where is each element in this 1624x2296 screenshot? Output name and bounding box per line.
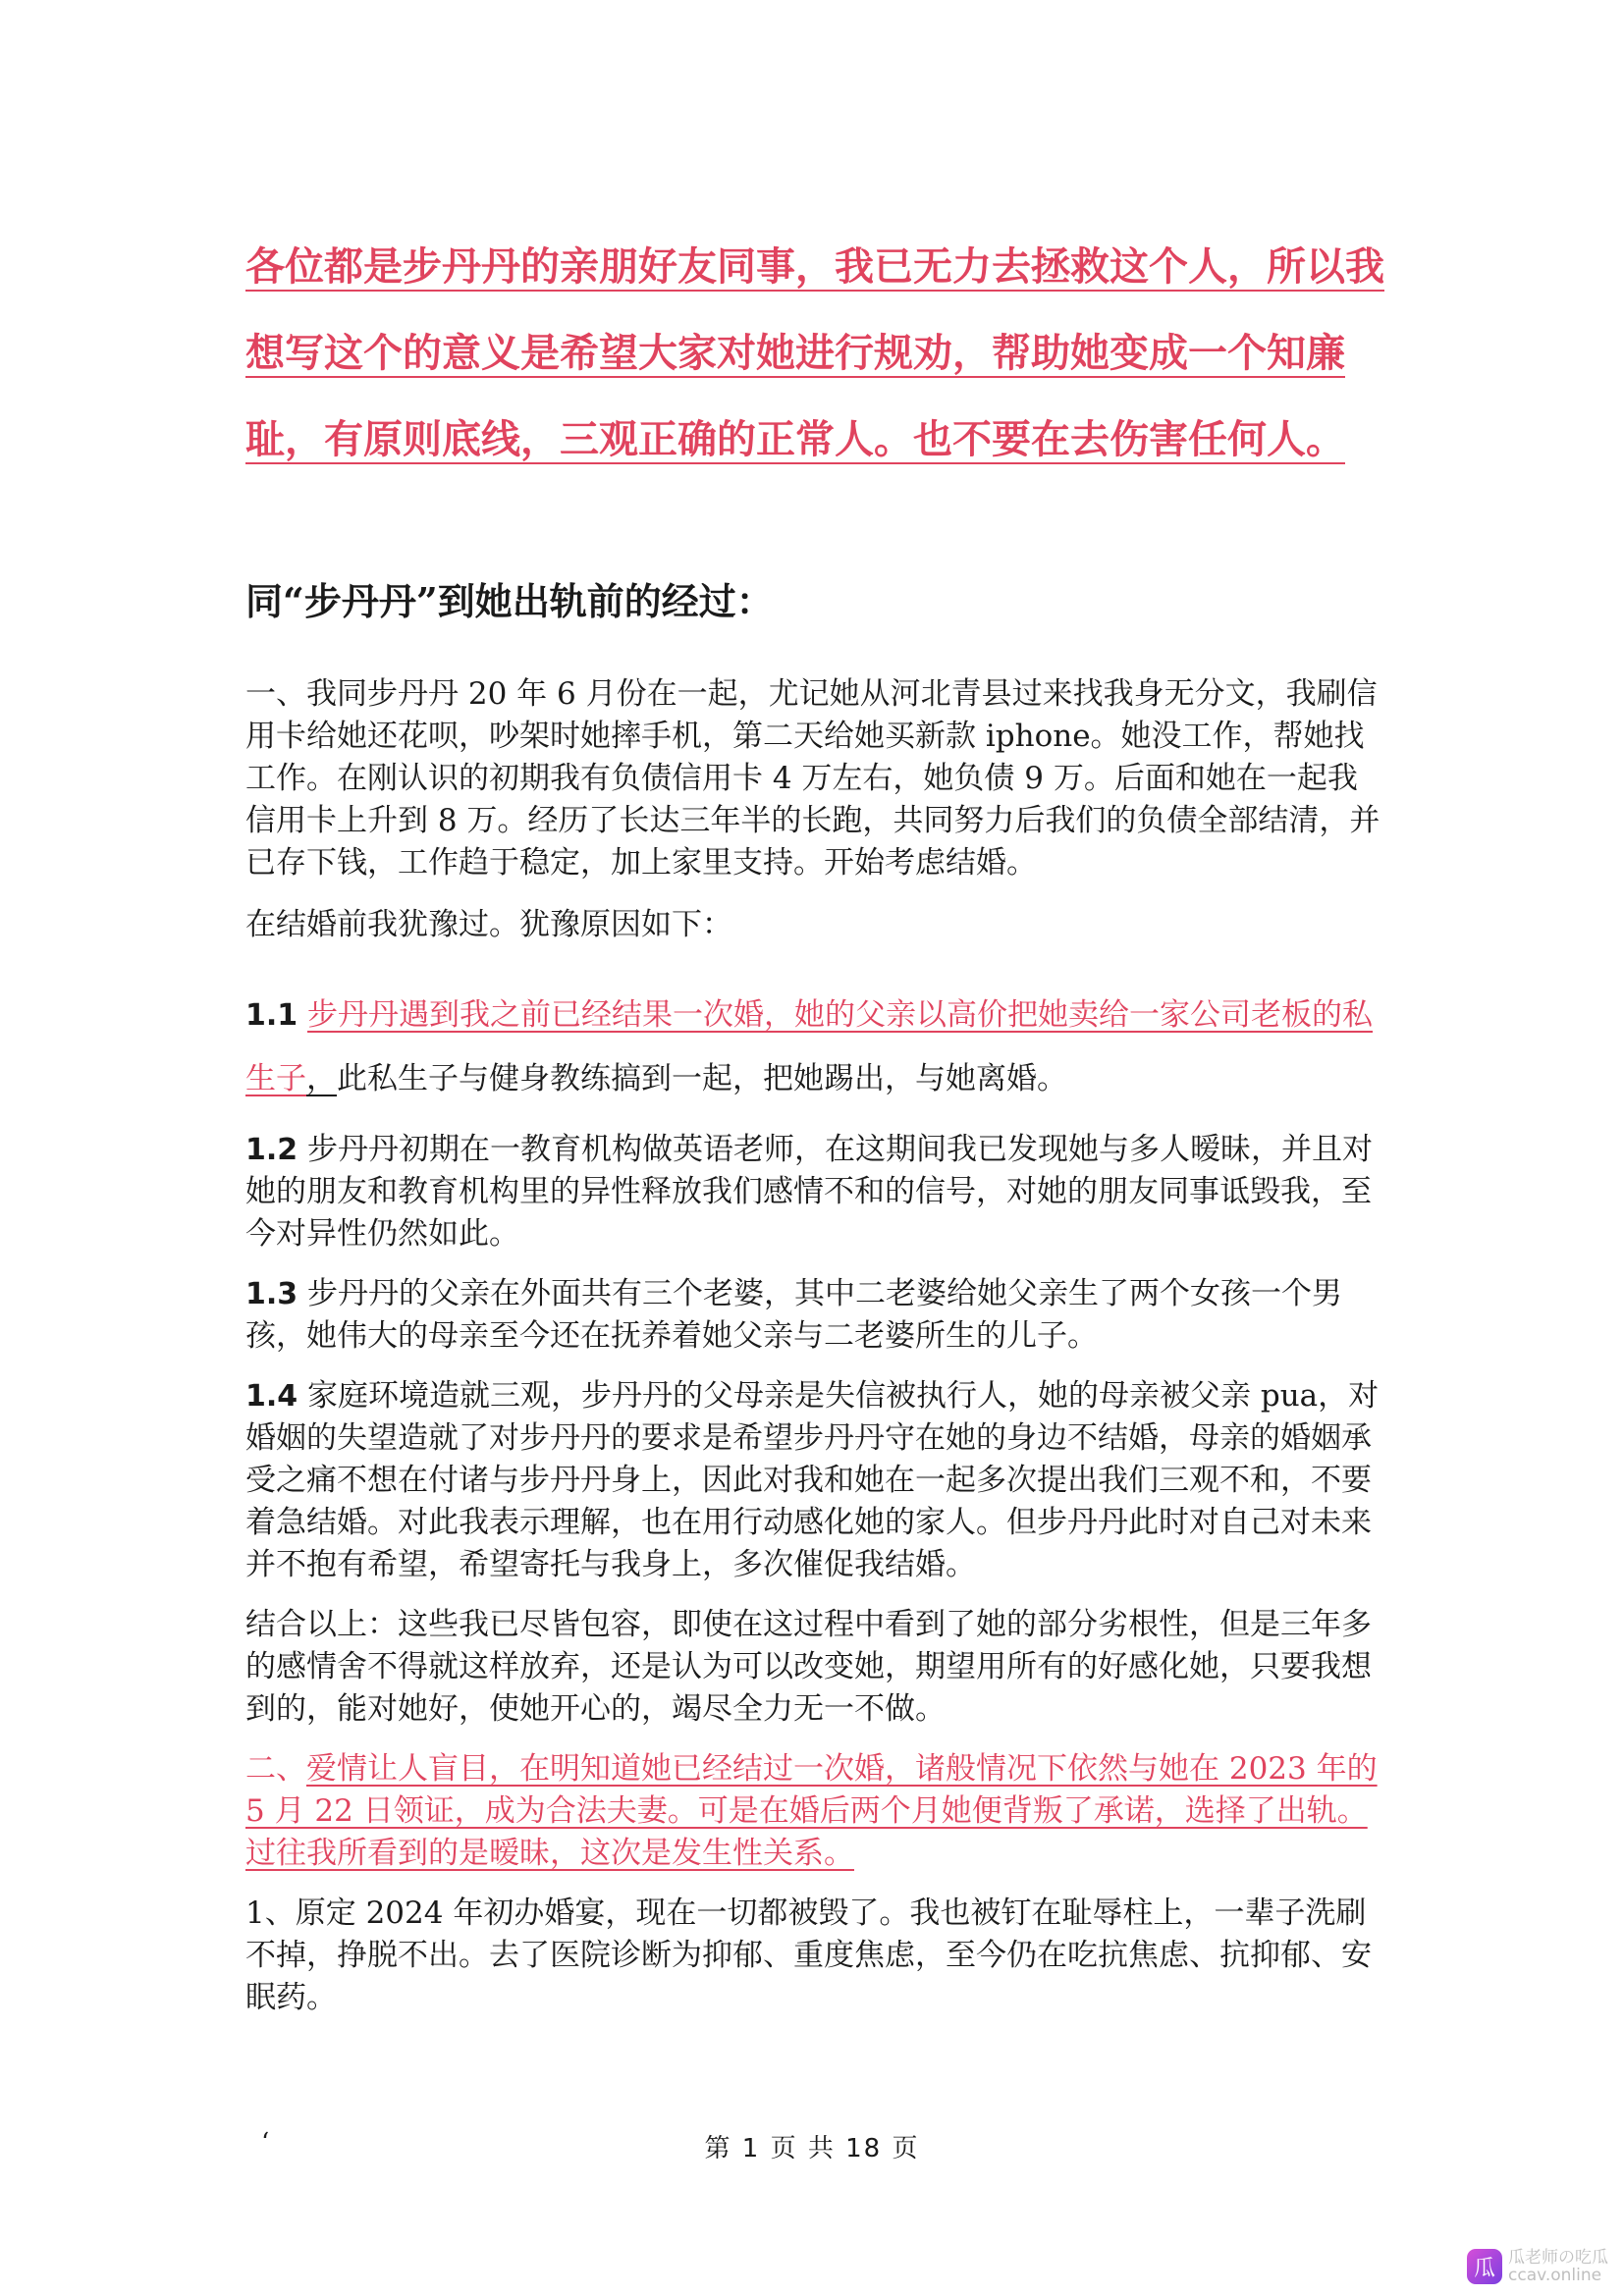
footer-suffix: 页: [892, 2134, 920, 2163]
item-text: 步丹丹初期在一教育机构做英语老师，在这期间我已发现她与多人暧昧，并且对她的朋友和教育机构里的异性释放我们感情不和的信号，对她的朋友同事诋毁我，至今对异性仍然如此。: [245, 1132, 1374, 1252]
site-watermark: [1467, 2249, 1608, 2284]
item-text: 家庭环境造就三观，步丹丹的父母亲是失信被执行人，她的母亲被父亲 pua，对婚姻的失望造就了对步丹丹的要求是希望步丹丹守在她的身边不结婚，母亲的婚姻承受之痛不想在付诸与步丹丹身上，因此对我和她在一起多次提出我们三观不和，不要着急结婚。对此我表示理解，也在用行动感化她的家人。但步丹丹此时对自己对未来并不抱有希望，希望寄托与我身上，多次催促我结婚。: [245, 1378, 1380, 1582]
part-two-paragraph: [245, 1748, 1384, 1875]
item-number: 1.1: [245, 998, 298, 1033]
item-rest-text: 此私生子与健身教练搞到一起，把她踢出，与她离婚。: [337, 1061, 1067, 1096]
section-title: 同“步丹丹”到她出轨前的经过：: [245, 579, 774, 623]
watermark-line1: 瓜老师の吃瓜: [1508, 2248, 1608, 2268]
part-two-prefix: 二、: [245, 1751, 306, 1787]
page-footer: [0, 2128, 1624, 2164]
watermark-text: [1508, 2249, 1608, 2284]
item-number: 1.3: [245, 1277, 298, 1311]
page-number: 1: [741, 2134, 761, 2163]
item-underlined-comma: ，: [306, 1061, 337, 1096]
footer-middle: 页 共: [770, 2134, 836, 2163]
paragraph-hesitation: 在结婚前我犹豫过。犹豫原因如下：: [245, 907, 732, 942]
part-two-item-1: 1、原定 2024 年初办婚宴，现在一切都被毁了。我也被钉在耻辱柱上，一辈子洗刷不掉，挣脱不出。去了医院诊断为抑郁、重度焦虑，至今仍在吃抗焦虑、抗抑郁、安眠药。: [245, 1896, 1372, 2015]
watermark-logo-icon: 瓜: [1467, 2249, 1502, 2284]
document-body: [245, 224, 1384, 2019]
part-two-text: 爱情让人盲目，在明知道她已经结过一次婚，诸般情况下依然与她在 2023 年的 5 月 22 日领证，成为合法夫妻。可是在婚后两个月她便背叛了承诺，选择了出轨。过往我所看到的是暧昧，这次是发生性关系。: [245, 1751, 1378, 1871]
item-1-4: [245, 1375, 1384, 1586]
item-1-2: [245, 1129, 1384, 1255]
item-text: 步丹丹的父亲在外面共有三个老婆，其中二老婆给她父亲生了两个女孩一个男孩，她伟大的母亲至今还在抚养着她父亲与二老婆所生的儿子。: [245, 1276, 1343, 1354]
item-1-3: [245, 1273, 1384, 1358]
item-1-1: [245, 984, 1384, 1111]
item-number: 1.2: [245, 1133, 298, 1167]
footer-prefix: 第: [704, 2134, 732, 2163]
watermark-line2: ccav.online: [1508, 2266, 1602, 2285]
footer-mark: ‘: [261, 2128, 270, 2158]
paragraph-summary: 结合以上：这些我已尽皆包容，即使在这过程中看到了她的部分劣根性，但是三年多的感情舍不得就这样放弃，还是认为可以改变她，期望用所有的好感化她，只要我想到的，能对她好，使她开心的，竭尽全力无一不做。: [245, 1607, 1372, 1727]
intro-appeal: 各位都是步丹丹的亲朋好友同事，我已无力去拯救这个人，所以我想写这个的意义是希望大家对她进行规劝，帮助她变成一个知廉耻，有原则底线，三观正确的正常人。也不要在去伤害任何人。: [245, 243, 1384, 462]
page-total: 18: [845, 2134, 883, 2163]
paragraph-history: 一、我同步丹丹 20 年 6 月份在一起，尤记她从河北青县过来找我身无分文，我刷信用卡给她还花呗，吵架时她摔手机，第二天给她买新款 iphone。她没工作，帮她找工作。在刚认识的初期我有负债信用卡 4 万左右，她负债 9 万。后面和她在一起我信用卡上升到 8 万。经历了长达三年半的长跑，共同努力后我们的负债全部结清，并已存下钱，工作趋于稳定，加上家里支持。开始考虑结婚。: [245, 676, 1380, 881]
item-red-text: 步丹丹遇到我之前已经结果一次婚，她的父亲以高价把她卖给一家公司老板的私生子: [245, 997, 1374, 1096]
item-number: 1.4: [245, 1379, 298, 1414]
